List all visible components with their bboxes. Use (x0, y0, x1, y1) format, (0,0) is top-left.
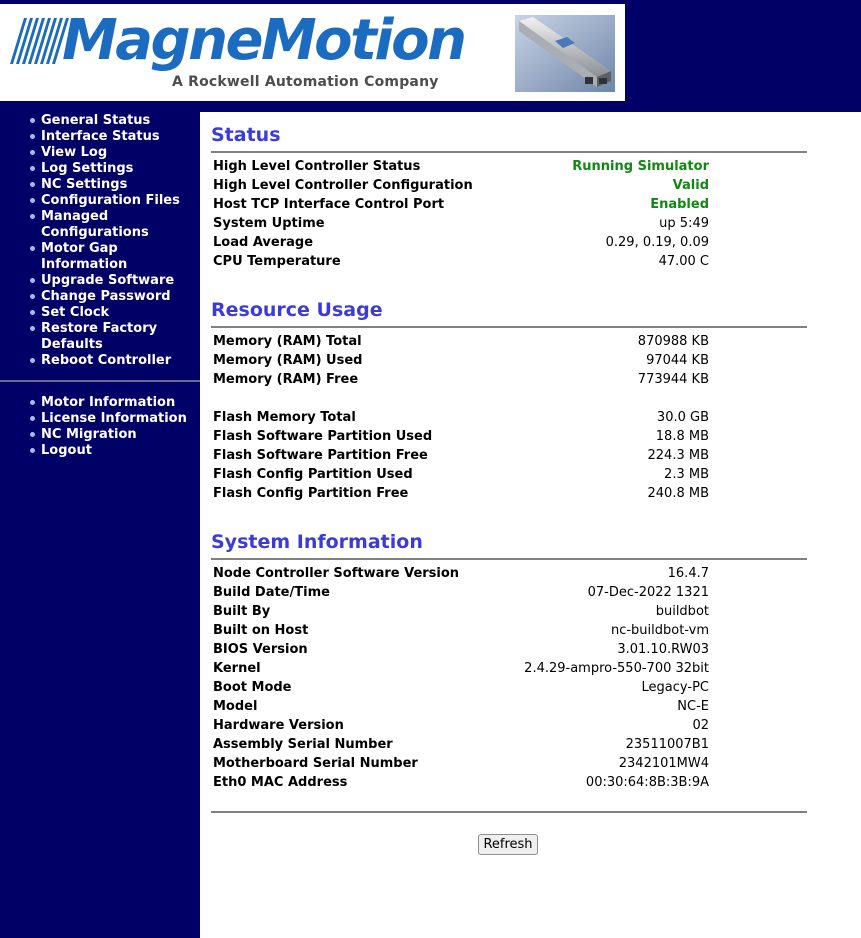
bullet-icon (30, 326, 35, 331)
row-value: 2.3 MB (664, 467, 709, 482)
row-value: 07-Dec-2022 1321 (587, 585, 709, 600)
bullet-icon (30, 118, 35, 123)
nav-item-label[interactable]: Managed Configurations (41, 209, 149, 240)
table-row (213, 427, 709, 446)
row-value: 00:30:64:8B:3B:9A (585, 775, 709, 790)
row-key: Eth0 MAC Address (213, 775, 348, 790)
table-row (213, 602, 709, 621)
nav-item-label[interactable]: NC Settings (41, 177, 128, 192)
bullet-icon (30, 448, 35, 453)
row-key: BIOS Version (213, 642, 308, 657)
row-value: 870988 KB (637, 334, 709, 349)
table-row (213, 484, 709, 503)
row-value: 18.8 MB (655, 429, 709, 444)
table-row (213, 564, 709, 583)
row-value: 02 (692, 718, 709, 733)
row-key: Memory (RAM) Used (213, 353, 363, 368)
nav-item-interface-status[interactable] (29, 129, 199, 145)
nav-item-upgrade-software[interactable] (29, 273, 199, 289)
nav-item-label[interactable]: Interface Status (41, 129, 160, 144)
row-value: 3.01.10.RW03 (617, 642, 709, 657)
nav-item-label[interactable]: View Log (41, 145, 108, 160)
table-row (213, 176, 709, 195)
bullet-icon (30, 246, 35, 251)
bullet-icon (30, 400, 35, 405)
status-heading: Status (211, 123, 807, 153)
nav-item-motor-gap-information[interactable] (29, 241, 199, 273)
system-information-heading: System Information (211, 530, 807, 560)
row-key: Assembly Serial Number (213, 737, 393, 752)
row-key: Node Controller Software Version (213, 566, 460, 581)
table-row (213, 716, 709, 735)
table-row (213, 408, 709, 427)
row-key: System Uptime (213, 216, 325, 231)
bullet-icon (30, 432, 35, 437)
nav-item-view-log[interactable] (29, 145, 199, 161)
nav-item-general-status[interactable] (29, 113, 199, 129)
row-key: Model (213, 699, 258, 714)
nav-item-log-settings[interactable] (29, 161, 199, 177)
table-row (213, 754, 709, 773)
refresh-button[interactable]: Refresh (478, 834, 538, 855)
bullet-icon (30, 166, 35, 171)
resource-usage-heading: Resource Usage (211, 298, 807, 328)
logo-wordmark: MagneMotion (62, 8, 465, 73)
table-row (213, 678, 709, 697)
nav-secondary-list (29, 395, 199, 459)
bullet-icon (30, 310, 35, 315)
spacer-row (213, 389, 709, 408)
nav-item-change-password[interactable] (29, 289, 199, 305)
spacer-cell (213, 389, 709, 408)
row-value: 16.4.7 (667, 566, 709, 581)
sidebar-divider (0, 380, 200, 382)
row-value: 2.4.29-ampro-550-700 32bit (524, 661, 709, 676)
nav-item-set-clock[interactable] (29, 305, 199, 321)
table-row (213, 735, 709, 754)
row-key: Memory (RAM) Total (213, 334, 362, 349)
table-row (213, 640, 709, 659)
row-value: 2342101MW4 (618, 756, 709, 771)
row-key: Built By (213, 604, 271, 619)
nav-item-label[interactable]: Set Clock (41, 305, 110, 320)
table-row (213, 195, 709, 214)
row-key: Boot Mode (213, 680, 292, 695)
table-row (213, 697, 709, 716)
table-row (213, 332, 709, 351)
row-key: Build Date/Time (213, 585, 330, 600)
row-value: 773944 KB (637, 372, 709, 387)
status-value-ok: Running Simulator (572, 159, 709, 174)
nav-item-label[interactable]: Restore Factory Defaults (41, 321, 158, 352)
product-track-image (515, 15, 615, 92)
nav-item-label[interactable]: Upgrade Software (41, 273, 175, 288)
row-key: Kernel (213, 661, 261, 676)
nav-item-nc-settings[interactable] (29, 177, 199, 193)
row-key: Built on Host (213, 623, 309, 638)
table-row (213, 659, 709, 678)
row-key: Flash Memory Total (213, 410, 356, 425)
nav-item-label[interactable]: General Status (41, 113, 151, 128)
row-key: Host TCP Interface Control Port (213, 197, 445, 212)
row-key: High Level Controller Status (213, 159, 421, 174)
table-row (213, 465, 709, 484)
row-key: High Level Controller Configuration (213, 178, 473, 193)
nav-item-logout[interactable] (29, 443, 199, 459)
row-value: NC-E (677, 699, 709, 714)
table-row (213, 214, 709, 233)
row-key: Flash Software Partition Free (213, 448, 428, 463)
table-row (213, 621, 709, 640)
bullet-icon (30, 182, 35, 187)
row-value: nc-buildbot-vm (610, 623, 709, 638)
row-key: Memory (RAM) Free (213, 372, 359, 387)
nav-item-label[interactable]: Log Settings (41, 161, 134, 176)
nav-item-restore-factory-defaults[interactable] (29, 321, 199, 353)
nav-item-label[interactable]: Configuration Files (41, 193, 180, 208)
table-row (213, 233, 709, 252)
row-key: Load Average (213, 235, 314, 250)
bullet-icon (30, 294, 35, 299)
row-value: Legacy-PC (641, 680, 709, 695)
nav-item-label[interactable]: Logout (41, 443, 92, 458)
row-value: 23511007B1 (625, 737, 709, 752)
bullet-icon (30, 198, 35, 203)
nav-primary-list (29, 113, 199, 369)
table-row (213, 370, 709, 389)
status-value-ok: Enabled (650, 197, 709, 212)
logo-tagline: A Rockwell Automation Company (172, 74, 439, 90)
row-key: CPU Temperature (213, 254, 341, 269)
status-table (213, 157, 709, 271)
nav-item-label[interactable]: Reboot Controller (41, 353, 172, 368)
bullet-icon (30, 278, 35, 283)
table-row (213, 446, 709, 465)
row-key: Flash Software Partition Used (213, 429, 433, 444)
row-value: 97044 KB (646, 353, 709, 368)
table-row (213, 157, 709, 176)
nav-item-configuration-files[interactable] (29, 193, 199, 209)
nav-item-managed-configurations[interactable] (29, 209, 199, 241)
nav-item-label[interactable]: Change Password (41, 289, 171, 304)
row-value: buildbot (655, 604, 709, 619)
bullet-icon (30, 214, 35, 219)
nav-item-motor-information[interactable] (29, 395, 199, 411)
sidebar (0, 101, 200, 938)
header-bar (0, 0, 861, 101)
table-row (213, 773, 709, 792)
nav-item-label[interactable]: Motor Gap Information (41, 241, 128, 272)
resource-usage-table (213, 332, 709, 503)
row-key: Flash Config Partition Used (213, 467, 413, 482)
system-information-table (213, 564, 709, 792)
table-row (213, 351, 709, 370)
table-row (213, 252, 709, 271)
row-value: 30.0 GB (656, 410, 709, 425)
row-value: up 5:49 (659, 216, 709, 231)
row-value: 224.3 MB (647, 448, 709, 463)
bottom-divider (211, 811, 807, 813)
row-value: 240.8 MB (647, 486, 709, 501)
nav-item-label[interactable]: License Information (41, 411, 187, 426)
bullet-icon (30, 134, 35, 139)
row-value: 47.00 C (658, 254, 709, 269)
logo-banner (0, 4, 625, 101)
nav-item-license-information[interactable] (29, 411, 199, 427)
nav-item-reboot-controller[interactable] (29, 353, 199, 369)
row-value: 0.29, 0.19, 0.09 (605, 235, 709, 250)
table-row (213, 583, 709, 602)
bullet-icon (30, 150, 35, 155)
row-key: Hardware Version (213, 718, 344, 733)
nav-item-label[interactable]: NC Migration (41, 427, 137, 442)
status-value-ok: Valid (672, 178, 709, 193)
row-key: Flash Config Partition Free (213, 486, 409, 501)
row-key: Motherboard Serial Number (213, 756, 418, 771)
nav-item-label[interactable]: Motor Information (41, 395, 176, 410)
bullet-icon (30, 416, 35, 421)
main-content (200, 112, 861, 938)
nav-item-nc-migration[interactable] (29, 427, 199, 443)
bullet-icon (30, 358, 35, 363)
